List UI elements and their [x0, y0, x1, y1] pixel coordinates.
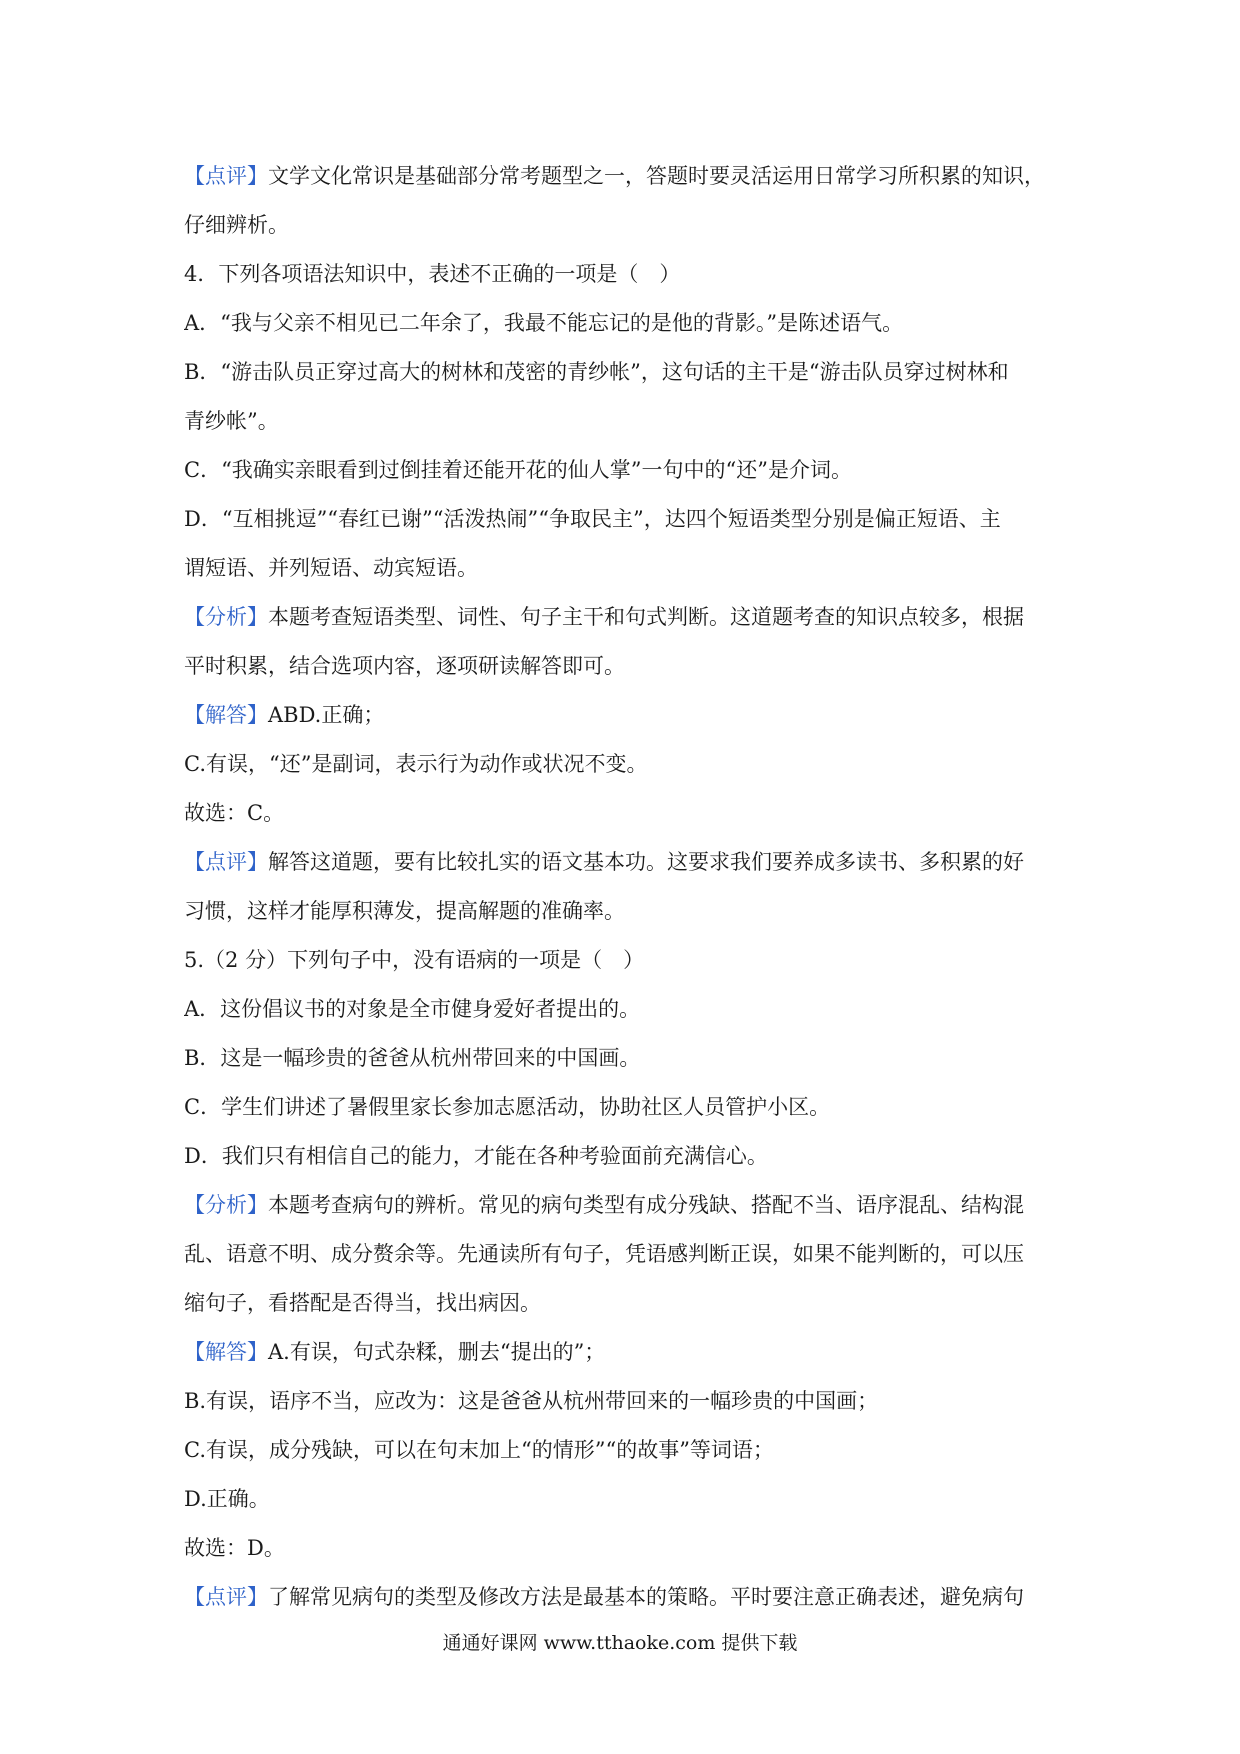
line-text: A.有误，句式杂糅，删去“提出的”；	[268, 1340, 606, 1364]
line-text: 乱、语意不明、成分赘余等。先通读所有句子，凭语感判断正误，如果不能判断的，可以压	[184, 1242, 1024, 1266]
section-tag: 【点评】	[184, 850, 268, 874]
line-text: B.有误，语序不当，应改为：这是爸爸从杭州带回来的一幅珍贵的中国画；	[184, 1389, 879, 1413]
text-block	[184, 348, 1064, 446]
text-block	[184, 593, 1064, 691]
text-block	[184, 1083, 1064, 1132]
text-line	[184, 201, 1064, 250]
text-line	[184, 1377, 1064, 1426]
text-line	[184, 1034, 1064, 1083]
page-footer: 通通好课网 www.tthaoke.com 提供下载	[442, 1632, 798, 1654]
text-line	[184, 397, 1064, 446]
line-text: D．我们只有相信自己的能力，才能在各种考验面前充满信心。	[184, 1144, 768, 1168]
line-text: 缩句子，看搭配是否得当，找出病因。	[184, 1291, 541, 1315]
line-text: 文学文化常识是基础部分常考题型之一，答题时要灵活运用日常学习所积累的知识，	[268, 164, 1045, 188]
text-line	[184, 789, 1064, 838]
text-block	[184, 789, 1064, 838]
line-text: 5.（2 分）下列句子中，没有语病的一项是（ ）	[184, 948, 645, 972]
text-line	[184, 1573, 1064, 1622]
text-block	[184, 495, 1064, 593]
text-block	[184, 1573, 1064, 1622]
line-text: A．这份倡议书的对象是全市健身爱好者提出的。	[184, 997, 641, 1021]
text-block	[184, 936, 1064, 985]
line-text: 了解常见病句的类型及修改方法是最基本的策略。平时要注意正确表述，避免病句	[268, 1585, 1024, 1609]
text-line	[184, 1426, 1064, 1475]
line-text: 本题考查短语类型、词性、句子主干和句式判断。这道题考查的知识点较多，根据	[268, 605, 1024, 629]
text-line	[184, 593, 1064, 642]
line-text: ABD.正确；	[268, 703, 385, 727]
line-text: B．“游击队员正穿过高大的树林和茂密的青纱帐”，这句话的主干是“游击队员穿过树林和	[184, 360, 1009, 384]
text-line	[184, 936, 1064, 985]
text-line	[184, 495, 1064, 544]
text-line	[184, 1279, 1064, 1328]
document-body	[184, 152, 1064, 1622]
text-block	[184, 1181, 1064, 1328]
line-text: 故选：C。	[184, 801, 285, 825]
text-block	[184, 299, 1064, 348]
line-text: C．“我确实亲眼看到过倒挂着还能开花的仙人掌”一句中的“还”是介词。	[184, 458, 853, 482]
line-text: D.正确。	[184, 1487, 270, 1511]
section-tag: 【点评】	[184, 164, 268, 188]
text-line	[184, 1181, 1064, 1230]
text-block	[184, 250, 1064, 299]
line-text: A．“我与父亲不相见已二年余了，我最不能忘记的是他的背影。”是陈述语气。	[184, 311, 904, 335]
text-block	[184, 1426, 1064, 1475]
text-line	[184, 838, 1064, 887]
line-text: 4．下列各项语法知识中，表述不正确的一项是（ ）	[184, 262, 681, 286]
text-line	[184, 544, 1064, 593]
line-text: C.有误，成分残缺，可以在句末加上“的情形”“的故事”等词语；	[184, 1438, 774, 1462]
text-block	[184, 1034, 1064, 1083]
line-text: C．学生们讲述了暑假里家长参加志愿活动，协助社区人员管护小区。	[184, 1095, 831, 1119]
text-line	[184, 887, 1064, 936]
text-block	[184, 691, 1064, 740]
line-text: C.有误，“还”是副词，表示行为动作或状况不变。	[184, 752, 648, 776]
text-line	[184, 348, 1064, 397]
line-text: 谓短语、并列短语、动宾短语。	[184, 556, 478, 580]
line-text: 仔细辨析。	[184, 213, 289, 237]
line-text: 解答这道题，要有比较扎实的语文基本功。这要求我们要养成多读书、多积累的好	[268, 850, 1024, 874]
text-line	[184, 1328, 1064, 1377]
text-line	[184, 1524, 1064, 1573]
text-line	[184, 299, 1064, 348]
line-text: 青纱帐”。	[184, 409, 279, 433]
line-text: 故选：D。	[184, 1536, 285, 1560]
text-block	[184, 1132, 1064, 1181]
section-tag: 【分析】	[184, 605, 268, 629]
text-block	[184, 740, 1064, 789]
text-block	[184, 985, 1064, 1034]
text-line	[184, 1230, 1064, 1279]
text-block	[184, 838, 1064, 936]
line-text: 本题考查病句的辨析。常见的病句类型有成分残缺、搭配不当、语序混乱、结构混	[268, 1193, 1024, 1217]
text-line	[184, 152, 1064, 201]
text-line	[184, 1132, 1064, 1181]
text-block	[184, 1377, 1064, 1426]
text-block	[184, 1328, 1064, 1377]
line-text: 平时积累，结合选项内容，逐项研读解答即可。	[184, 654, 625, 678]
text-line	[184, 1475, 1064, 1524]
text-line	[184, 1083, 1064, 1132]
text-block	[184, 446, 1064, 495]
section-tag: 【解答】	[184, 703, 268, 727]
text-line	[184, 250, 1064, 299]
text-line	[184, 642, 1064, 691]
text-line	[184, 740, 1064, 789]
text-line	[184, 985, 1064, 1034]
text-block	[184, 1524, 1064, 1573]
line-text: D．“互相挑逗”“春红已谢”“活泼热闹”“争取民主”，达四个短语类型分别是偏正短语、主	[184, 507, 1001, 531]
text-block	[184, 152, 1064, 250]
section-tag: 【点评】	[184, 1585, 268, 1609]
text-block	[184, 1475, 1064, 1524]
text-line	[184, 691, 1064, 740]
line-text: 习惯，这样才能厚积薄发，提高解题的准确率。	[184, 899, 625, 923]
text-line	[184, 446, 1064, 495]
section-tag: 【解答】	[184, 1340, 268, 1364]
section-tag: 【分析】	[184, 1193, 268, 1217]
line-text: B．这是一幅珍贵的爸爸从杭州带回来的中国画。	[184, 1046, 641, 1070]
